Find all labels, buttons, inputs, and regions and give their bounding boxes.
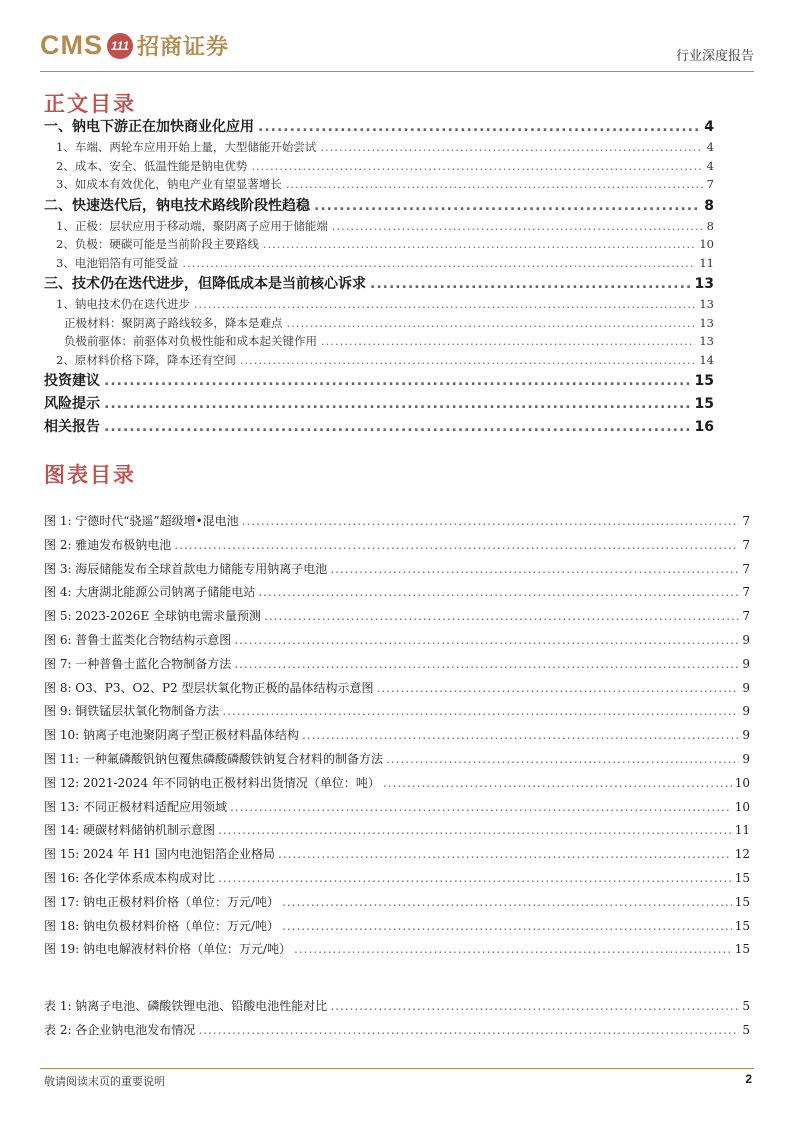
- figure-entry-label: 图 3: 海辰储能发布全球首款电力储能专用钠离子电池: [44, 561, 328, 576]
- figure-entry[interactable]: [44, 869, 750, 893]
- figure-entry-page: 9: [742, 680, 750, 695]
- figures-title: 图表目录: [44, 463, 136, 487]
- toc-entry[interactable]: [44, 273, 714, 296]
- figure-entry[interactable]: [44, 917, 750, 941]
- dot-leader: [258, 119, 700, 135]
- logo-company-name: 招商证券: [137, 35, 230, 60]
- dot-leader: [198, 1023, 739, 1037]
- figure-entry-page: 7: [742, 537, 750, 552]
- toc-entry[interactable]: [44, 255, 714, 274]
- dot-leader: [330, 999, 739, 1013]
- dot-leader: [278, 847, 732, 861]
- dot-leader: [282, 919, 732, 933]
- dot-leader: [182, 256, 695, 270]
- toc-entry[interactable]: [44, 352, 714, 371]
- toc-entry-label: 投资建议: [44, 373, 100, 389]
- toc-entry-label: 风险提示: [44, 396, 100, 412]
- figure-entry-page: 10: [734, 799, 750, 814]
- figure-entry-page: 9: [742, 751, 750, 766]
- page-footer: [40, 1068, 754, 1088]
- figure-entry-page: 15: [734, 894, 750, 909]
- dot-leader: [218, 823, 732, 837]
- figure-entry[interactable]: [44, 798, 750, 822]
- dot-leader: [251, 159, 702, 173]
- toc-entry-page: 4: [704, 119, 714, 135]
- figure-entry[interactable]: [44, 774, 750, 798]
- toc-entry[interactable]: [44, 393, 714, 416]
- dot-leader: [320, 140, 702, 154]
- figure-entry-label: 图 14: 硬碳材料储钠机制示意图: [44, 823, 215, 838]
- figure-entry-label: 图 15: 2024 年 H1 国内电池铝箔企业格局: [44, 847, 276, 862]
- logo-cms-text: CMS: [40, 30, 103, 60]
- toc-entry[interactable]: [44, 416, 714, 439]
- figure-entry-label: 图 17: 钠电正极材料价格（单位：万元/吨）: [44, 894, 279, 909]
- dot-leader: [302, 728, 739, 742]
- figure-entry[interactable]: [44, 583, 750, 607]
- figure-entry-page: 7: [742, 514, 750, 528]
- figure-entry-page: 7: [742, 609, 750, 624]
- figure-entry-label: 图 6: 普鲁士蓝类化合物结构示意图: [44, 632, 232, 647]
- page-header: [40, 30, 754, 70]
- report-type: 行业深度报告: [675, 49, 754, 64]
- dot-leader: [258, 585, 739, 599]
- dot-leader: [370, 276, 691, 292]
- figure-entry-page: 15: [734, 918, 750, 933]
- figure-entry-label: 图 18: 钠电负极材料价格（单位：万元/吨）: [44, 918, 279, 933]
- figure-entry-label: 图 9: 铜铁锰层状氧化物制备方法: [44, 704, 220, 719]
- logo: [40, 30, 229, 61]
- figure-entry-page: 11: [734, 823, 750, 838]
- toc-entry-label: 负极前驱体：前驱体对负极性能和成本起关键作用: [64, 334, 317, 348]
- figure-entry-label: 图 13: 不同正极材料适配应用领域: [44, 799, 227, 814]
- toc-entry-label: 三、技术仍在迭代进步，但降低成本是当前核心诉求: [44, 276, 366, 292]
- dot-leader: [287, 316, 696, 330]
- figure-entry-label: 图 16: 各化学体系成本构成对比: [44, 870, 215, 885]
- table-entry[interactable]: [44, 1021, 750, 1045]
- toc-entry[interactable]: [44, 315, 714, 334]
- dot-leader: [234, 657, 739, 671]
- toc-entry-label: 3、电池铝箔有可能受益: [56, 255, 179, 270]
- dot-leader: [240, 353, 696, 367]
- table-list: [44, 997, 750, 1045]
- table-entry-page: 5: [742, 1022, 750, 1037]
- page-number: 2: [745, 1072, 752, 1086]
- toc-entry-page: 8: [706, 218, 714, 233]
- toc-entry-page: 13: [699, 315, 714, 330]
- dot-leader: [282, 895, 732, 909]
- dot-leader: [104, 419, 691, 435]
- figure-entry[interactable]: [44, 607, 750, 631]
- figure-entry-label: 图 7: 一种普鲁士蓝化合物制备方法: [44, 656, 232, 671]
- toc-entry-label: 相关报告: [44, 419, 100, 435]
- dot-leader: [286, 177, 703, 191]
- figure-entry-page: 12: [734, 847, 750, 862]
- toc-entry-page: 13: [699, 297, 714, 311]
- figure-entry-page: 10: [734, 775, 750, 790]
- dot-leader: [264, 609, 739, 623]
- dot-leader: [230, 800, 732, 814]
- toc-entry-label: 二、快速迭代后，钠电技术路线阶段性趋稳: [44, 197, 310, 214]
- figure-entry[interactable]: [44, 631, 750, 655]
- figure-entry-label: 图 19: 钠电电解液材料价格（单位：万元/吨）: [44, 942, 291, 957]
- figure-entry-label: 图 4: 大唐湖北能源公司钠离子储能电站: [44, 585, 256, 600]
- figure-entry[interactable]: [44, 679, 750, 703]
- table-entry-label: 表 2: 各企业钠电池发布情况: [44, 1022, 196, 1037]
- toc-entry-page: 15: [694, 373, 714, 389]
- dot-leader: [104, 396, 691, 412]
- dot-leader: [383, 776, 732, 790]
- figure-entry-label: 图 2: 雅迪发布极钠电池: [44, 537, 172, 552]
- figure-entry[interactable]: [44, 893, 750, 917]
- figure-entry[interactable]: [44, 940, 750, 964]
- figure-entry[interactable]: [44, 702, 750, 726]
- toc-entry[interactable]: [44, 333, 714, 352]
- toc-entry[interactable]: [44, 176, 714, 195]
- figure-entry-page: 7: [742, 561, 750, 576]
- toc-entry-label: 2、负极：硬碳可能是当前阶段主要路线: [56, 237, 259, 251]
- toc-entry-page: 10: [699, 237, 714, 251]
- toc-entry-label: 1、车端、两轮车应用开始上量，大型储能开始尝试: [56, 140, 317, 154]
- dot-leader: [314, 198, 700, 214]
- figure-entry[interactable]: [44, 536, 750, 560]
- figure-entry-label: 图 12: 2021-2024 年不同钠电正极材料出货情况（单位：吨）: [44, 775, 380, 790]
- toc-entry-label: 2、成本、安全、低温性能是钠电优势: [56, 158, 248, 173]
- dot-leader: [321, 334, 695, 348]
- dot-leader: [330, 562, 739, 576]
- figure-entry-label: 图 8: O3、P3、O2、P2 型层状氧化物正极的晶体结构示意图: [44, 680, 374, 695]
- figure-entry[interactable]: [44, 560, 750, 584]
- table-entry-page: 5: [742, 999, 750, 1013]
- figure-entry-label: 图 1: 宁德时代“骁遥”超级增•混电池: [44, 514, 239, 528]
- toc-entry[interactable]: [44, 195, 714, 218]
- dot-leader: [263, 237, 696, 251]
- figure-entry-page: 9: [742, 704, 750, 719]
- figure-entry[interactable]: [44, 726, 750, 750]
- dot-leader: [332, 219, 703, 233]
- toc-entry-page: 4: [706, 140, 714, 154]
- toc-entry-page: 16: [694, 419, 714, 435]
- table-entry-label: 表 1: 钠离子电池、磷酸铁锂电池、铅酸电池性能对比: [44, 999, 328, 1013]
- toc-entry-label: 3、如成本有效优化，钠电产业有望显著增长: [56, 177, 282, 191]
- toc-entry-page: 14: [699, 352, 714, 367]
- dot-leader: [222, 704, 739, 718]
- figure-entry-page: 7: [742, 585, 750, 600]
- figure-entry-page: 9: [742, 656, 750, 671]
- toc-title: 正文目录: [44, 92, 136, 116]
- dot-leader: [218, 871, 732, 885]
- toc-entry-label: 2、原材料价格下降，降本还有空间: [56, 352, 236, 367]
- toc-entry[interactable]: [44, 218, 714, 237]
- logo-badge-icon: 111: [107, 33, 133, 59]
- figure-entry[interactable]: [44, 845, 750, 869]
- footer-disclaimer: 敬请阅读末页的重要说明: [44, 1075, 165, 1088]
- toc-entry[interactable]: [44, 370, 714, 393]
- toc-entry-page: 13: [694, 276, 714, 292]
- toc-entry-page: 4: [706, 158, 714, 173]
- dot-leader: [104, 373, 691, 389]
- toc-entry-label: 正极材料：聚阴离子路线较多，降本是难点: [64, 315, 283, 330]
- figure-entry-page: 15: [734, 870, 750, 885]
- table-of-contents: [44, 116, 714, 439]
- toc-entry-label: 1、钠电技术仍在迭代进步: [56, 297, 190, 311]
- table-entry[interactable]: [44, 997, 750, 1021]
- figure-entry-page: 15: [734, 942, 750, 957]
- dot-leader: [386, 752, 739, 766]
- toc-entry[interactable]: [44, 116, 714, 139]
- toc-entry-label: 一、钠电下游正在加快商业化应用: [44, 119, 254, 135]
- figure-entry[interactable]: [44, 750, 750, 774]
- toc-entry[interactable]: [44, 236, 714, 255]
- toc-entry[interactable]: [44, 296, 714, 315]
- figure-entry-label: 图 5: 2023-2026E 全球钠电需求量预测: [44, 609, 262, 624]
- header-divider: [40, 71, 754, 72]
- figure-entry-page: 9: [742, 728, 750, 743]
- toc-entry[interactable]: [44, 139, 714, 158]
- toc-entry-page: 7: [706, 177, 714, 191]
- dot-leader: [294, 942, 732, 956]
- dot-leader: [234, 633, 739, 647]
- toc-entry-page: 15: [694, 396, 714, 412]
- toc-entry[interactable]: [44, 158, 714, 177]
- dot-leader: [242, 514, 740, 528]
- figure-entry-label: 图 10: 钠离子电池聚阴离子型正极材料晶体结构: [44, 728, 299, 743]
- figure-entry[interactable]: [44, 512, 750, 536]
- figure-entry-page: 9: [742, 632, 750, 647]
- dot-leader: [174, 538, 739, 552]
- figure-list: [44, 512, 750, 964]
- toc-entry-label: 1、正极：层状应用于移动端，聚阴离子应用于储能端: [56, 218, 328, 233]
- figure-entry-label: 图 11: 一种氟磷酸钒钠包覆焦磷酸磷酸铁钠复合材料的制备方法: [44, 751, 383, 766]
- toc-entry-page: 13: [699, 334, 714, 348]
- dot-leader: [377, 681, 740, 695]
- toc-entry-page: 11: [699, 255, 714, 270]
- footer-divider: [40, 1068, 754, 1069]
- figure-entry[interactable]: [44, 655, 750, 679]
- toc-entry-page: 8: [704, 197, 714, 214]
- dot-leader: [194, 297, 696, 311]
- figure-entry[interactable]: [44, 821, 750, 845]
